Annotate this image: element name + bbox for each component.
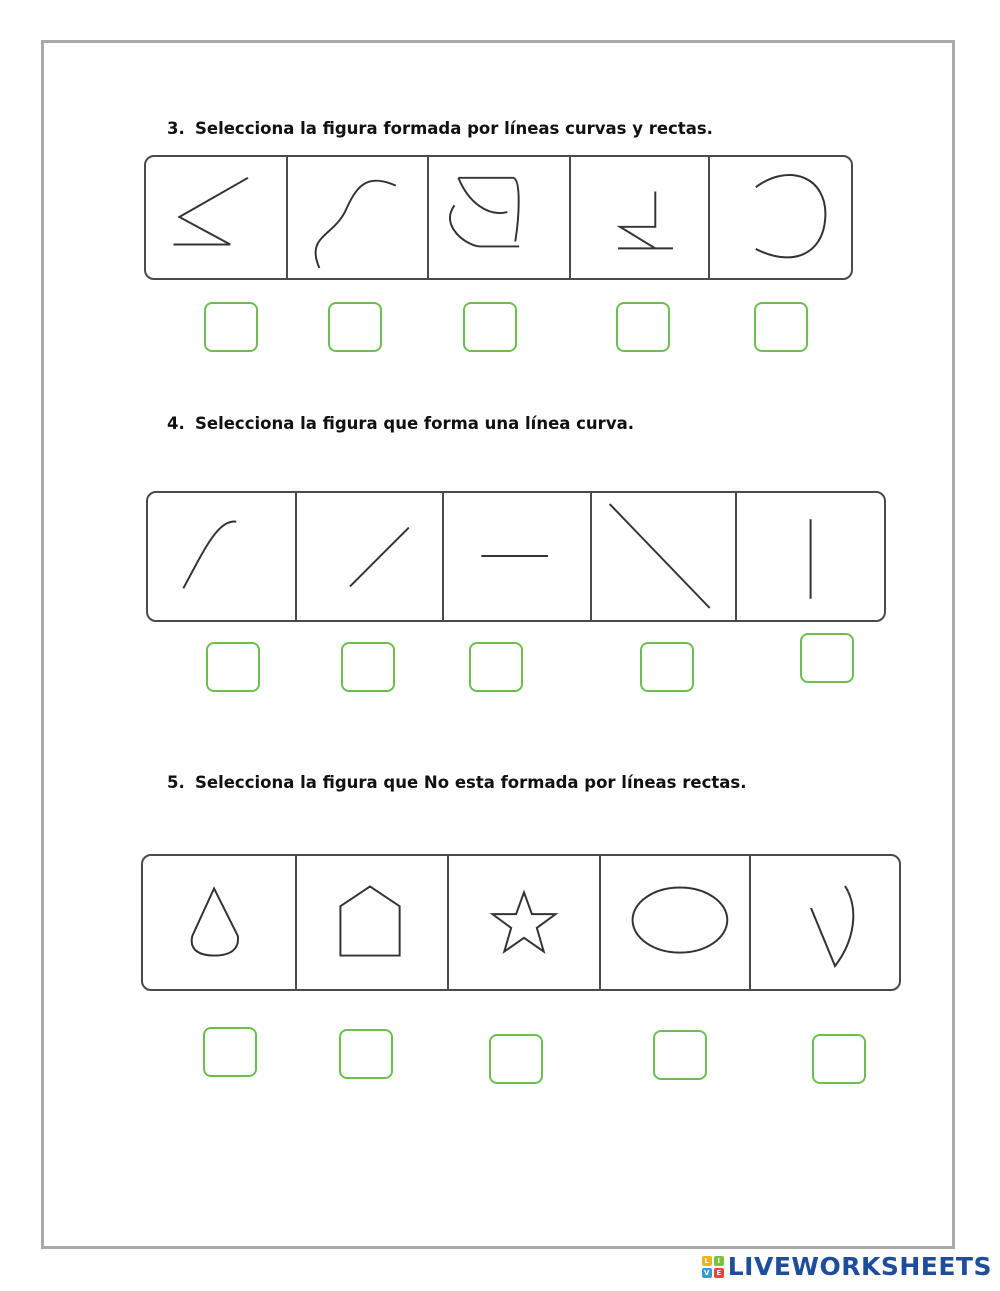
answer-checkbox[interactable] — [754, 302, 808, 352]
answer-checkbox[interactable] — [812, 1034, 866, 1084]
answer-checkbox[interactable] — [800, 633, 854, 683]
question-number: 3. — [167, 119, 185, 138]
question-3-prompt — [167, 119, 713, 138]
figure-mixed — [429, 157, 570, 278]
question-4-prompt — [167, 414, 634, 433]
answer-checkbox[interactable] — [204, 302, 258, 352]
answer-checkbox[interactable] — [653, 1030, 707, 1080]
figure-diagonal-line — [297, 493, 444, 620]
figure-curve-and-line — [751, 856, 899, 989]
answer-checkbox[interactable] — [206, 642, 260, 692]
question-5-prompt — [167, 773, 746, 792]
question-number: 4. — [167, 414, 185, 433]
logo-letter: V — [702, 1268, 712, 1278]
question-3-figures — [144, 155, 853, 280]
answer-checkbox[interactable] — [341, 642, 395, 692]
answer-checkbox[interactable] — [616, 302, 670, 352]
figure-c-curve — [710, 157, 851, 278]
liveworksheets-brand[interactable] — [702, 1252, 992, 1281]
question-4-figures — [146, 491, 886, 622]
answer-checkbox[interactable] — [203, 1027, 257, 1077]
figure-angle — [146, 157, 288, 278]
figure-vertical-line — [737, 493, 884, 620]
figure-house-pentagon — [297, 856, 449, 989]
brand-name: LIVEWORKSHEETS — [727, 1252, 992, 1281]
answer-checkbox[interactable] — [640, 642, 694, 692]
question-text: Selecciona la figura que forma una línea curva. — [195, 414, 634, 433]
question-5-figures — [141, 854, 901, 991]
logo-letter: E — [714, 1268, 724, 1278]
logo-letter: I — [714, 1256, 724, 1266]
question-text: Selecciona la figura que No esta formada por líneas rectas. — [195, 773, 747, 792]
figure-wave — [288, 157, 429, 278]
question-number: 5. — [167, 773, 185, 792]
figure-zigzag — [571, 157, 710, 278]
figure-horizontal-line — [444, 493, 591, 620]
answer-checkbox[interactable] — [328, 302, 382, 352]
answer-checkbox[interactable] — [489, 1034, 543, 1084]
figure-oval — [601, 856, 751, 989]
figure-curved-line — [148, 493, 297, 620]
logo-letter: L — [702, 1256, 712, 1266]
figure-star — [449, 856, 601, 989]
answer-checkbox[interactable] — [469, 642, 523, 692]
answer-checkbox[interactable] — [463, 302, 517, 352]
liveworksheets-logo-icon — [702, 1256, 724, 1278]
figure-descending-line — [592, 493, 737, 620]
question-text: Selecciona la figura formada por líneas curvas y rectas. — [195, 119, 713, 138]
figure-drop-shape — [143, 856, 297, 989]
answer-checkbox[interactable] — [339, 1029, 393, 1079]
